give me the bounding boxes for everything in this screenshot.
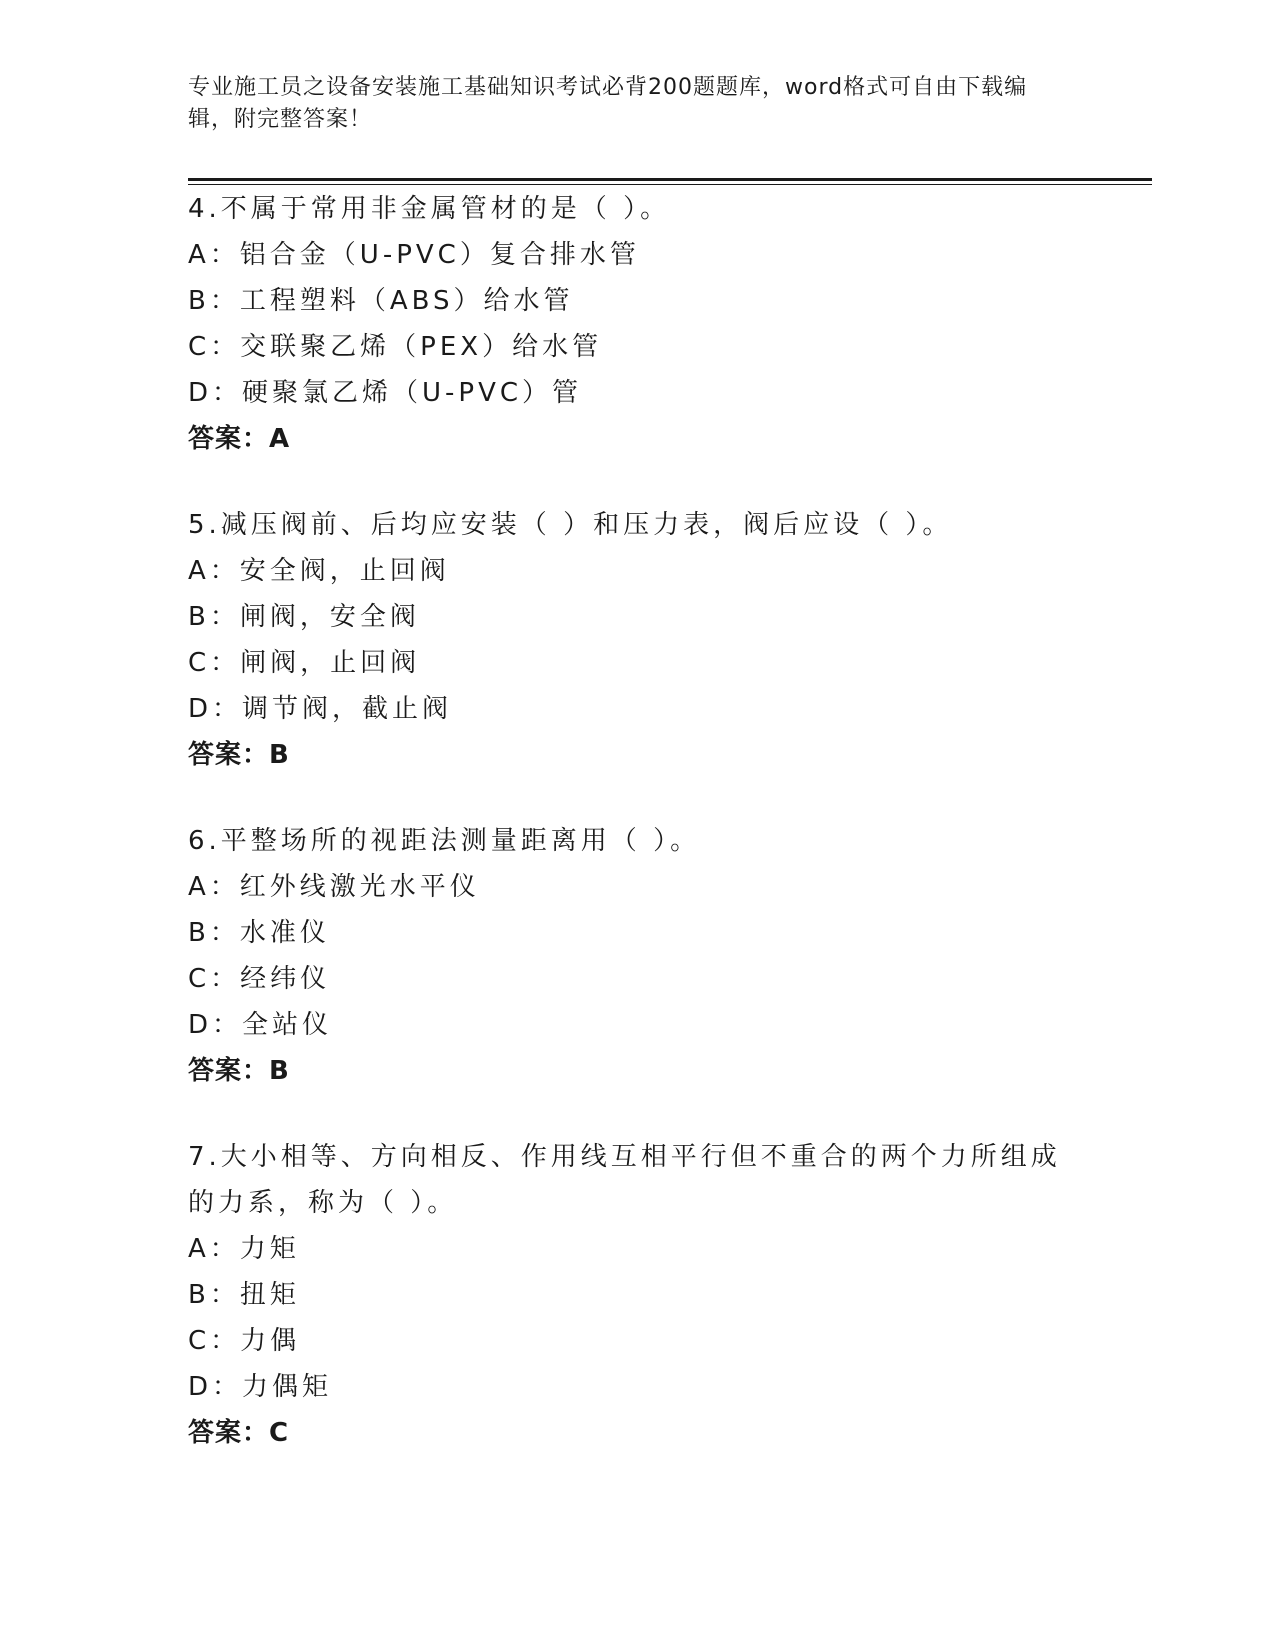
question-stem: 7.大小相等、方向相反、作用线互相平行但不重合的两个力所组成的力系，称为（ ）。 (188, 1142, 1061, 1218)
answer-line: 答案：A (188, 424, 291, 454)
answer-line: 答案：B (188, 1056, 290, 1086)
header-divider-thin (188, 184, 1152, 185)
question-7 (188, 1134, 1088, 1456)
option-b: B：工程塑料（ABS）给水管 (188, 286, 574, 316)
option-b: B：闸阀，安全阀 (188, 602, 420, 632)
question-stem: 4.不属于常用非金属管材的是（ ）。 (188, 194, 671, 224)
option-d: D：调节阀，截止阀 (188, 694, 453, 724)
option-d: D：全站仪 (188, 1010, 333, 1040)
option-c: C：经纬仪 (188, 964, 331, 994)
answer-line: 答案：C (188, 1418, 290, 1448)
answer-line: 答案：B (188, 740, 290, 770)
option-d: D：硬聚氯乙烯（U-PVC）管 (188, 378, 583, 408)
option-d: D：力偶矩 (188, 1372, 333, 1402)
question-5 (188, 502, 1088, 778)
option-a: A：力矩 (188, 1234, 300, 1264)
question-6 (188, 818, 1088, 1094)
option-a: A：铝合金（U-PVC）复合排水管 (188, 240, 640, 270)
question-stem: 5.减压阀前、后均应安装（ ）和压力表，阀后应设（ ）。 (188, 510, 953, 540)
option-a: A：安全阀，止回阀 (188, 556, 450, 586)
question-stem: 6.平整场所的视距法测量距离用（ ）。 (188, 826, 701, 856)
option-a: A：红外线激光水平仪 (188, 872, 480, 902)
option-c: C：力偶 (188, 1326, 301, 1356)
option-c: C：交联聚乙烯（PEX）给水管 (188, 332, 603, 362)
header-divider-thick (188, 178, 1152, 181)
option-c: C：闸阀，止回阀 (188, 648, 421, 678)
question-4 (188, 186, 1088, 462)
option-b: B：水准仪 (188, 918, 330, 948)
document-header: 专业施工员之设备安装施工基础知识考试必背200题题库，word格式可自由下载编辑，附完整答案！ (188, 75, 1028, 132)
option-b: B：扭矩 (188, 1280, 300, 1310)
